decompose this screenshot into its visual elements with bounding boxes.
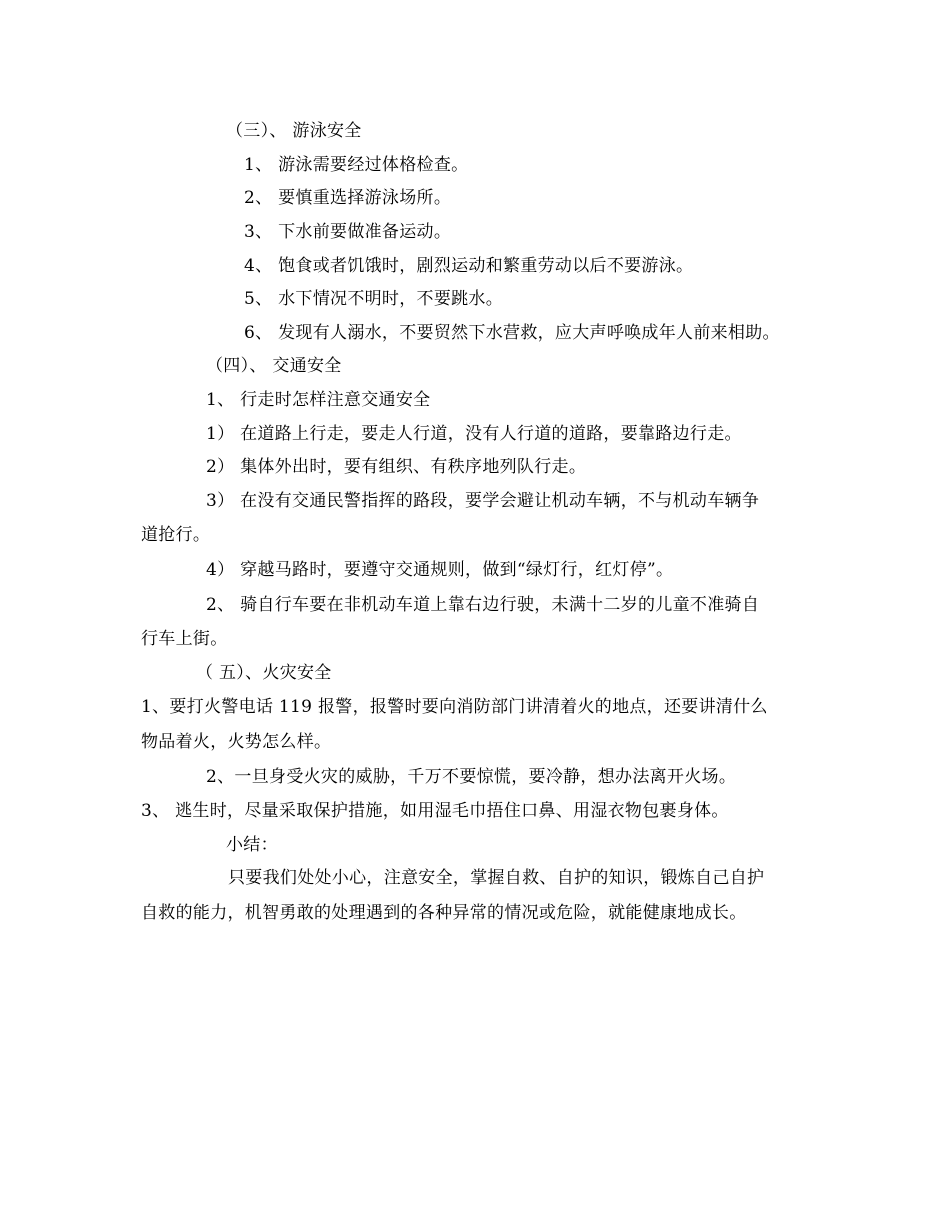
bike-rule: 2、 骑自行车要在非机动车道上靠右边行驶，未满十二岁的儿童不准骑自 [206,595,760,615]
swim-item-1: 1、 游泳需要经过体格检查。 [244,155,469,175]
traffic-safety-heading: （四）、 交通安全 [206,356,342,376]
walk-item-4: 4） 穿越马路时，要遵守交通规则，做到“绿灯行，红灯停”。 [206,560,674,580]
walk-item-3-continued: 道抢行。 [141,525,211,545]
summary-line-2: 自救的能力，机智勇敢的处理遇到的各种异常的情况或危险，就能健康地成长。 [141,903,747,923]
walk-item-2: 2） 集体外出时，要有组织、有秩序地列队行走。 [206,457,587,477]
swim-item-4: 4、 饱食或者饥饿时，剧烈运动和繁重劳动以后不要游泳。 [244,256,694,276]
fire-safety-heading: （ 五）、火灾安全 [196,663,332,683]
swim-item-5: 5、 水下情况不明时，不要跳水。 [244,289,504,309]
fire-item-1: 1、要打火警电话 119 报警，报警时要向消防部门讲清着火的地点，还要讲清什么 [141,697,768,717]
swim-item-3: 3、 下水前要做准备运动。 [244,222,452,242]
swim-safety-heading: （三）、 游泳安全 [226,121,362,141]
walk-safety-heading: 1、 行走时怎样注意交通安全 [206,390,431,410]
swim-item-6: 6、 发现有人溺水，不要贸然下水营救，应大声呼唤成年人前来相助。 [244,323,780,343]
walk-item-3: 3） 在没有交通民警指挥的路段，要学会避让机动车辆，不与机动车辆争 [206,491,760,511]
summary-line-1: 只要我们处处小心，注意安全，掌握自救、自护的知识，锻炼自己自护 [228,868,765,888]
bike-rule-continued: 行车上街。 [141,629,228,649]
walk-item-1: 1） 在道路上行走，要走人行道，没有人行道的道路，要靠路边行走。 [206,424,742,444]
swim-item-2: 2、 要慎重选择游泳场所。 [244,188,452,208]
fire-item-1-continued: 物品着火，火势怎么样。 [141,732,332,752]
fire-item-2: 2、一旦身受火灾的威胁，千万不要惊慌，要冷静，想办法离开火场。 [206,767,737,787]
fire-item-3: 3、 逃生时，尽量采取保护措施，如用湿毛巾捂住口鼻、用湿衣物包裹身体。 [141,801,729,821]
summary-heading: 小结： [226,835,278,855]
